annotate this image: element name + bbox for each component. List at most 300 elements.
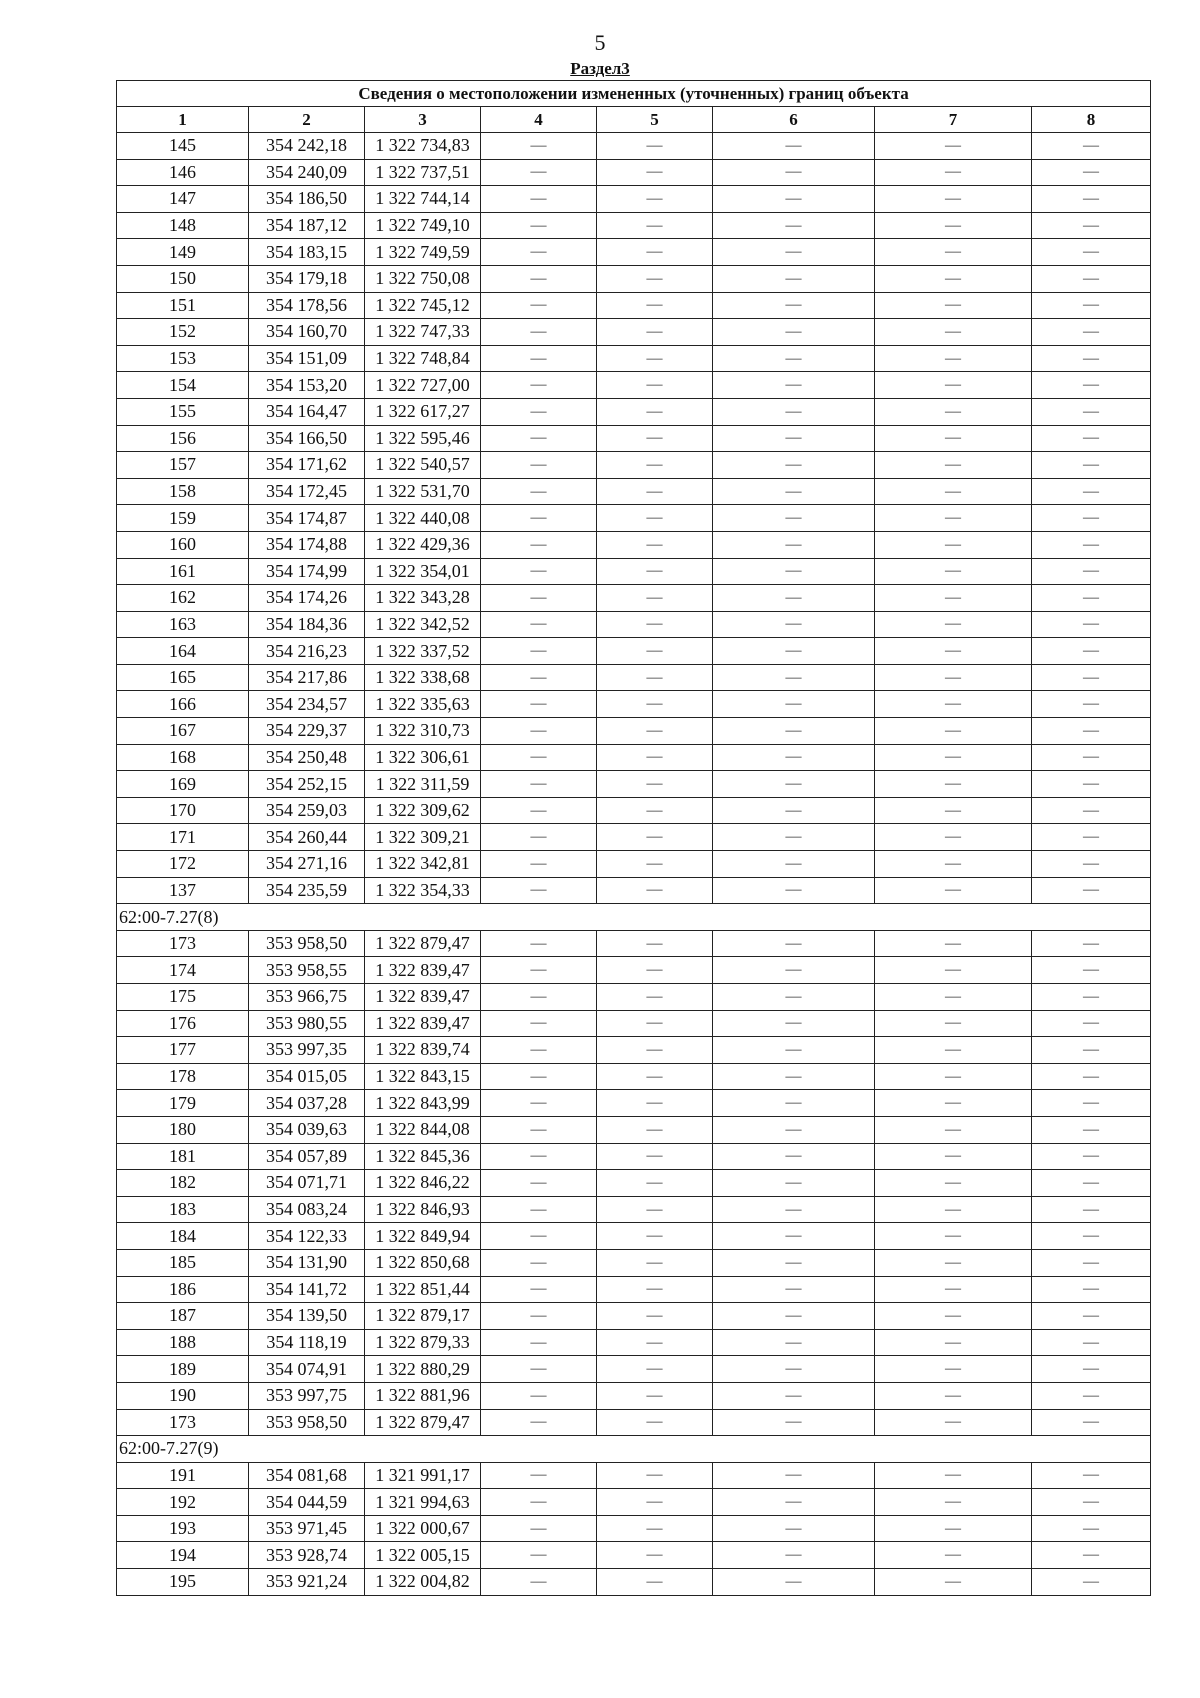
coordinate-x: 354 071,71 <box>249 1170 365 1197</box>
coordinate-y: 1 322 744,14 <box>365 186 481 213</box>
point-number: 155 <box>117 398 249 425</box>
empty-cell: — <box>481 930 597 957</box>
empty-cell: — <box>481 1489 597 1516</box>
empty-cell: — <box>481 1116 597 1143</box>
table-row <box>117 585 1151 612</box>
empty-cell: — <box>713 1356 875 1383</box>
coordinate-x: 353 997,75 <box>249 1382 365 1409</box>
empty-cell: — <box>875 292 1032 319</box>
empty-cell: — <box>597 558 713 585</box>
empty-cell: — <box>875 1382 1032 1409</box>
coordinate-y: 1 322 540,57 <box>365 452 481 479</box>
empty-cell: — <box>597 718 713 745</box>
coordinate-x: 354 187,12 <box>249 212 365 239</box>
empty-cell: — <box>597 186 713 213</box>
coordinate-y: 1 322 309,21 <box>365 824 481 851</box>
coordinate-y: 1 322 749,59 <box>365 239 481 266</box>
table-row <box>117 824 1151 851</box>
empty-cell: — <box>875 930 1032 957</box>
coordinate-y: 1 322 737,51 <box>365 159 481 186</box>
empty-cell: — <box>713 265 875 292</box>
empty-cell: — <box>875 478 1032 505</box>
empty-cell: — <box>481 505 597 532</box>
point-number: 164 <box>117 638 249 665</box>
empty-cell: — <box>1032 159 1151 186</box>
coordinate-y: 1 322 004,82 <box>365 1569 481 1596</box>
coordinate-y: 1 322 617,27 <box>365 398 481 425</box>
table-row <box>117 1569 1151 1596</box>
empty-cell: — <box>1032 425 1151 452</box>
empty-cell: — <box>481 638 597 665</box>
column-header: 3 <box>365 107 481 133</box>
empty-cell: — <box>1032 1116 1151 1143</box>
coordinate-y: 1 322 310,73 <box>365 718 481 745</box>
empty-cell: — <box>713 478 875 505</box>
empty-cell: — <box>481 1143 597 1170</box>
empty-cell: — <box>481 851 597 878</box>
group-row <box>117 1436 1151 1463</box>
coordinate-x: 354 039,63 <box>249 1116 365 1143</box>
empty-cell: — <box>713 1542 875 1569</box>
empty-cell: — <box>481 1037 597 1064</box>
table-row <box>117 505 1151 532</box>
point-number: 168 <box>117 744 249 771</box>
point-number: 173 <box>117 930 249 957</box>
empty-cell: — <box>713 984 875 1011</box>
point-number: 147 <box>117 186 249 213</box>
empty-cell: — <box>713 691 875 718</box>
empty-cell: — <box>597 133 713 160</box>
table-row <box>117 1329 1151 1356</box>
empty-cell: — <box>597 1063 713 1090</box>
empty-cell: — <box>713 638 875 665</box>
coordinate-x: 354 250,48 <box>249 744 365 771</box>
empty-cell: — <box>875 1223 1032 1250</box>
empty-cell: — <box>597 797 713 824</box>
empty-cell: — <box>597 1223 713 1250</box>
empty-cell: — <box>875 664 1032 691</box>
column-header-row <box>117 107 1151 133</box>
empty-cell: — <box>481 1569 597 1596</box>
coordinate-x: 354 186,50 <box>249 186 365 213</box>
section-title: Раздел3 <box>570 59 630 78</box>
table-row <box>117 425 1151 452</box>
column-header: 7 <box>875 107 1032 133</box>
empty-cell: — <box>1032 1515 1151 1542</box>
empty-cell: — <box>1032 1037 1151 1064</box>
coordinate-y: 1 322 005,15 <box>365 1542 481 1569</box>
column-header: 5 <box>597 107 713 133</box>
empty-cell: — <box>875 1249 1032 1276</box>
table-row <box>117 1063 1151 1090</box>
empty-cell: — <box>713 319 875 346</box>
empty-cell: — <box>597 319 713 346</box>
empty-cell: — <box>597 664 713 691</box>
point-number: 187 <box>117 1303 249 1330</box>
empty-cell: — <box>875 851 1032 878</box>
empty-cell: — <box>597 1276 713 1303</box>
empty-cell: — <box>481 744 597 771</box>
empty-cell: — <box>875 1276 1032 1303</box>
coordinate-x: 353 966,75 <box>249 984 365 1011</box>
empty-cell: — <box>597 877 713 904</box>
empty-cell: — <box>597 1356 713 1383</box>
empty-cell: — <box>1032 212 1151 239</box>
empty-cell: — <box>597 372 713 399</box>
table-row <box>117 159 1151 186</box>
coordinate-x: 354 174,87 <box>249 505 365 532</box>
empty-cell: — <box>875 212 1032 239</box>
table-row <box>117 452 1151 479</box>
coordinate-x: 354 166,50 <box>249 425 365 452</box>
boundary-coordinates-table <box>116 80 1151 1596</box>
empty-cell: — <box>713 1116 875 1143</box>
empty-cell: — <box>1032 1196 1151 1223</box>
empty-cell: — <box>597 212 713 239</box>
empty-cell: — <box>713 1382 875 1409</box>
empty-cell: — <box>481 1223 597 1250</box>
empty-cell: — <box>713 398 875 425</box>
empty-cell: — <box>875 611 1032 638</box>
table-row <box>117 1010 1151 1037</box>
point-number: 191 <box>117 1462 249 1489</box>
empty-cell: — <box>481 957 597 984</box>
table-row <box>117 1409 1151 1436</box>
empty-cell: — <box>1032 771 1151 798</box>
empty-cell: — <box>875 771 1032 798</box>
coordinate-y: 1 322 745,12 <box>365 292 481 319</box>
table-row <box>117 265 1151 292</box>
empty-cell: — <box>481 531 597 558</box>
empty-cell: — <box>875 691 1032 718</box>
point-number: 151 <box>117 292 249 319</box>
empty-cell: — <box>713 744 875 771</box>
coordinate-y: 1 322 000,67 <box>365 1515 481 1542</box>
point-number: 180 <box>117 1116 249 1143</box>
empty-cell: — <box>597 1569 713 1596</box>
empty-cell: — <box>713 1010 875 1037</box>
empty-cell: — <box>597 824 713 851</box>
empty-cell: — <box>713 718 875 745</box>
empty-cell: — <box>481 1515 597 1542</box>
coordinate-x: 353 971,45 <box>249 1515 365 1542</box>
coordinate-y: 1 322 338,68 <box>365 664 481 691</box>
coordinate-y: 1 322 306,61 <box>365 744 481 771</box>
empty-cell: — <box>597 531 713 558</box>
table-row <box>117 1196 1151 1223</box>
coordinate-y: 1 322 880,29 <box>365 1356 481 1383</box>
point-number: 186 <box>117 1276 249 1303</box>
coordinate-y: 1 322 849,94 <box>365 1223 481 1250</box>
empty-cell: — <box>597 1329 713 1356</box>
empty-cell: — <box>1032 797 1151 824</box>
table-row <box>117 957 1151 984</box>
empty-cell: — <box>875 239 1032 266</box>
empty-cell: — <box>481 558 597 585</box>
coordinate-y: 1 322 440,08 <box>365 505 481 532</box>
table-row <box>117 1462 1151 1489</box>
point-number: 176 <box>117 1010 249 1037</box>
point-number: 162 <box>117 585 249 612</box>
coordinate-y: 1 322 839,74 <box>365 1037 481 1064</box>
empty-cell: — <box>1032 398 1151 425</box>
table-row <box>117 1090 1151 1117</box>
empty-cell: — <box>1032 638 1151 665</box>
empty-cell: — <box>481 1303 597 1330</box>
coordinate-y: 1 322 595,46 <box>365 425 481 452</box>
empty-cell: — <box>713 1196 875 1223</box>
empty-cell: — <box>875 345 1032 372</box>
table-row <box>117 531 1151 558</box>
table-row <box>117 611 1151 638</box>
empty-cell: — <box>713 1409 875 1436</box>
empty-cell: — <box>481 265 597 292</box>
coordinate-x: 354 174,99 <box>249 558 365 585</box>
empty-cell: — <box>597 930 713 957</box>
coordinate-x: 354 083,24 <box>249 1196 365 1223</box>
empty-cell: — <box>875 1515 1032 1542</box>
empty-cell: — <box>1032 1010 1151 1037</box>
coordinate-x: 354 183,15 <box>249 239 365 266</box>
empty-cell: — <box>597 505 713 532</box>
coordinate-x: 353 921,24 <box>249 1569 365 1596</box>
table-row <box>117 1303 1151 1330</box>
point-number: 172 <box>117 851 249 878</box>
empty-cell: — <box>713 824 875 851</box>
coordinate-y: 1 322 727,00 <box>365 372 481 399</box>
table-row <box>117 744 1151 771</box>
empty-cell: — <box>481 1382 597 1409</box>
empty-cell: — <box>597 1196 713 1223</box>
empty-cell: — <box>597 611 713 638</box>
empty-cell: — <box>1032 1329 1151 1356</box>
table-row <box>117 398 1151 425</box>
empty-cell: — <box>1032 664 1151 691</box>
empty-cell: — <box>713 930 875 957</box>
empty-cell: — <box>1032 1276 1151 1303</box>
coordinate-y: 1 322 846,22 <box>365 1170 481 1197</box>
coordinate-x: 353 980,55 <box>249 1010 365 1037</box>
empty-cell: — <box>875 372 1032 399</box>
coordinate-x: 354 184,36 <box>249 611 365 638</box>
empty-cell: — <box>1032 345 1151 372</box>
empty-cell: — <box>875 452 1032 479</box>
coordinate-x: 353 997,35 <box>249 1037 365 1064</box>
empty-cell: — <box>481 159 597 186</box>
empty-cell: — <box>875 824 1032 851</box>
empty-cell: — <box>875 984 1032 1011</box>
table-row <box>117 638 1151 665</box>
empty-cell: — <box>875 1569 1032 1596</box>
empty-cell: — <box>597 398 713 425</box>
empty-cell: — <box>875 558 1032 585</box>
coordinate-x: 354 081,68 <box>249 1462 365 1489</box>
empty-cell: — <box>713 851 875 878</box>
empty-cell: — <box>875 744 1032 771</box>
empty-cell: — <box>1032 1569 1151 1596</box>
empty-cell: — <box>713 133 875 160</box>
empty-cell: — <box>597 239 713 266</box>
coordinate-x: 354 118,19 <box>249 1329 365 1356</box>
empty-cell: — <box>1032 531 1151 558</box>
empty-cell: — <box>481 1249 597 1276</box>
point-number: 195 <box>117 1569 249 1596</box>
coordinate-x: 354 172,45 <box>249 478 365 505</box>
empty-cell: — <box>713 1569 875 1596</box>
table-row <box>117 558 1151 585</box>
point-number: 157 <box>117 452 249 479</box>
empty-cell: — <box>875 1356 1032 1383</box>
empty-cell: — <box>1032 452 1151 479</box>
point-number: 178 <box>117 1063 249 1090</box>
coordinate-x: 354 074,91 <box>249 1356 365 1383</box>
coordinate-y: 1 322 846,93 <box>365 1196 481 1223</box>
empty-cell: — <box>597 585 713 612</box>
coordinate-y: 1 321 991,17 <box>365 1462 481 1489</box>
empty-cell: — <box>1032 239 1151 266</box>
point-number: 148 <box>117 212 249 239</box>
point-number: 150 <box>117 265 249 292</box>
empty-cell: — <box>713 1515 875 1542</box>
column-header: 4 <box>481 107 597 133</box>
empty-cell: — <box>713 372 875 399</box>
empty-cell: — <box>481 372 597 399</box>
empty-cell: — <box>481 1329 597 1356</box>
empty-cell: — <box>1032 1542 1151 1569</box>
empty-cell: — <box>875 398 1032 425</box>
empty-cell: — <box>1032 319 1151 346</box>
empty-cell: — <box>481 133 597 160</box>
table-row <box>117 239 1151 266</box>
empty-cell: — <box>597 1037 713 1064</box>
table-row <box>117 930 1151 957</box>
empty-cell: — <box>713 585 875 612</box>
coordinate-y: 1 322 839,47 <box>365 1010 481 1037</box>
coordinate-x: 354 260,44 <box>249 824 365 851</box>
empty-cell: — <box>713 877 875 904</box>
point-number: 193 <box>117 1515 249 1542</box>
empty-cell: — <box>597 1542 713 1569</box>
table-row <box>117 1515 1151 1542</box>
coordinate-y: 1 322 845,36 <box>365 1143 481 1170</box>
empty-cell: — <box>713 1276 875 1303</box>
coordinate-x: 354 015,05 <box>249 1063 365 1090</box>
empty-cell: — <box>597 478 713 505</box>
coordinate-y: 1 322 844,08 <box>365 1116 481 1143</box>
empty-cell: — <box>597 771 713 798</box>
empty-cell: — <box>713 345 875 372</box>
empty-cell: — <box>875 1542 1032 1569</box>
empty-cell: — <box>597 744 713 771</box>
empty-cell: — <box>481 1542 597 1569</box>
point-number: 182 <box>117 1170 249 1197</box>
empty-cell: — <box>875 1170 1032 1197</box>
empty-cell: — <box>1032 1090 1151 1117</box>
coordinate-y: 1 322 879,17 <box>365 1303 481 1330</box>
table-row <box>117 133 1151 160</box>
point-number: 190 <box>117 1382 249 1409</box>
empty-cell: — <box>597 1515 713 1542</box>
point-number: 167 <box>117 718 249 745</box>
empty-cell: — <box>481 319 597 346</box>
empty-cell: — <box>875 425 1032 452</box>
empty-cell: — <box>597 984 713 1011</box>
table-row <box>117 1276 1151 1303</box>
empty-cell: — <box>597 957 713 984</box>
empty-cell: — <box>481 186 597 213</box>
empty-cell: — <box>481 292 597 319</box>
empty-cell: — <box>481 1063 597 1090</box>
empty-cell: — <box>481 1090 597 1117</box>
empty-cell: — <box>875 1329 1032 1356</box>
empty-cell: — <box>875 585 1032 612</box>
coordinate-x: 354 044,59 <box>249 1489 365 1516</box>
point-number: 184 <box>117 1223 249 1250</box>
empty-cell: — <box>713 558 875 585</box>
empty-cell: — <box>1032 1249 1151 1276</box>
coordinate-y: 1 322 749,10 <box>365 212 481 239</box>
empty-cell: — <box>1032 1462 1151 1489</box>
coordinate-y: 1 322 309,62 <box>365 797 481 824</box>
empty-cell: — <box>713 771 875 798</box>
empty-cell: — <box>1032 1223 1151 1250</box>
empty-cell: — <box>481 1356 597 1383</box>
coordinate-y: 1 322 354,33 <box>365 877 481 904</box>
empty-cell: — <box>713 611 875 638</box>
point-number: 192 <box>117 1489 249 1516</box>
empty-cell: — <box>713 212 875 239</box>
coordinate-x: 354 122,33 <box>249 1223 365 1250</box>
empty-cell: — <box>713 1303 875 1330</box>
point-number: 149 <box>117 239 249 266</box>
empty-cell: — <box>713 1249 875 1276</box>
empty-cell: — <box>597 425 713 452</box>
coordinate-x: 354 131,90 <box>249 1249 365 1276</box>
table-row <box>117 851 1151 878</box>
table-row <box>117 718 1151 745</box>
empty-cell: — <box>875 531 1032 558</box>
point-number: 185 <box>117 1249 249 1276</box>
point-number: 183 <box>117 1196 249 1223</box>
empty-cell: — <box>481 1170 597 1197</box>
empty-cell: — <box>1032 133 1151 160</box>
coordinate-y: 1 322 734,83 <box>365 133 481 160</box>
empty-cell: — <box>481 1010 597 1037</box>
empty-cell: — <box>875 1489 1032 1516</box>
coordinate-x: 354 174,26 <box>249 585 365 612</box>
empty-cell: — <box>1032 1303 1151 1330</box>
empty-cell: — <box>1032 1063 1151 1090</box>
empty-cell: — <box>481 771 597 798</box>
table-row <box>117 1249 1151 1276</box>
empty-cell: — <box>713 1489 875 1516</box>
point-number: 165 <box>117 664 249 691</box>
empty-cell: — <box>875 319 1032 346</box>
empty-cell: — <box>713 957 875 984</box>
coordinate-x: 354 252,15 <box>249 771 365 798</box>
coordinate-y: 1 322 747,33 <box>365 319 481 346</box>
coordinate-y: 1 322 531,70 <box>365 478 481 505</box>
table-row <box>117 691 1151 718</box>
coordinate-y: 1 322 337,52 <box>365 638 481 665</box>
coordinate-x: 353 958,50 <box>249 930 365 957</box>
coordinate-x: 354 242,18 <box>249 133 365 160</box>
point-number: 152 <box>117 319 249 346</box>
empty-cell: — <box>713 1063 875 1090</box>
table-row <box>117 186 1151 213</box>
empty-cell: — <box>875 1196 1032 1223</box>
coordinate-x: 354 178,56 <box>249 292 365 319</box>
